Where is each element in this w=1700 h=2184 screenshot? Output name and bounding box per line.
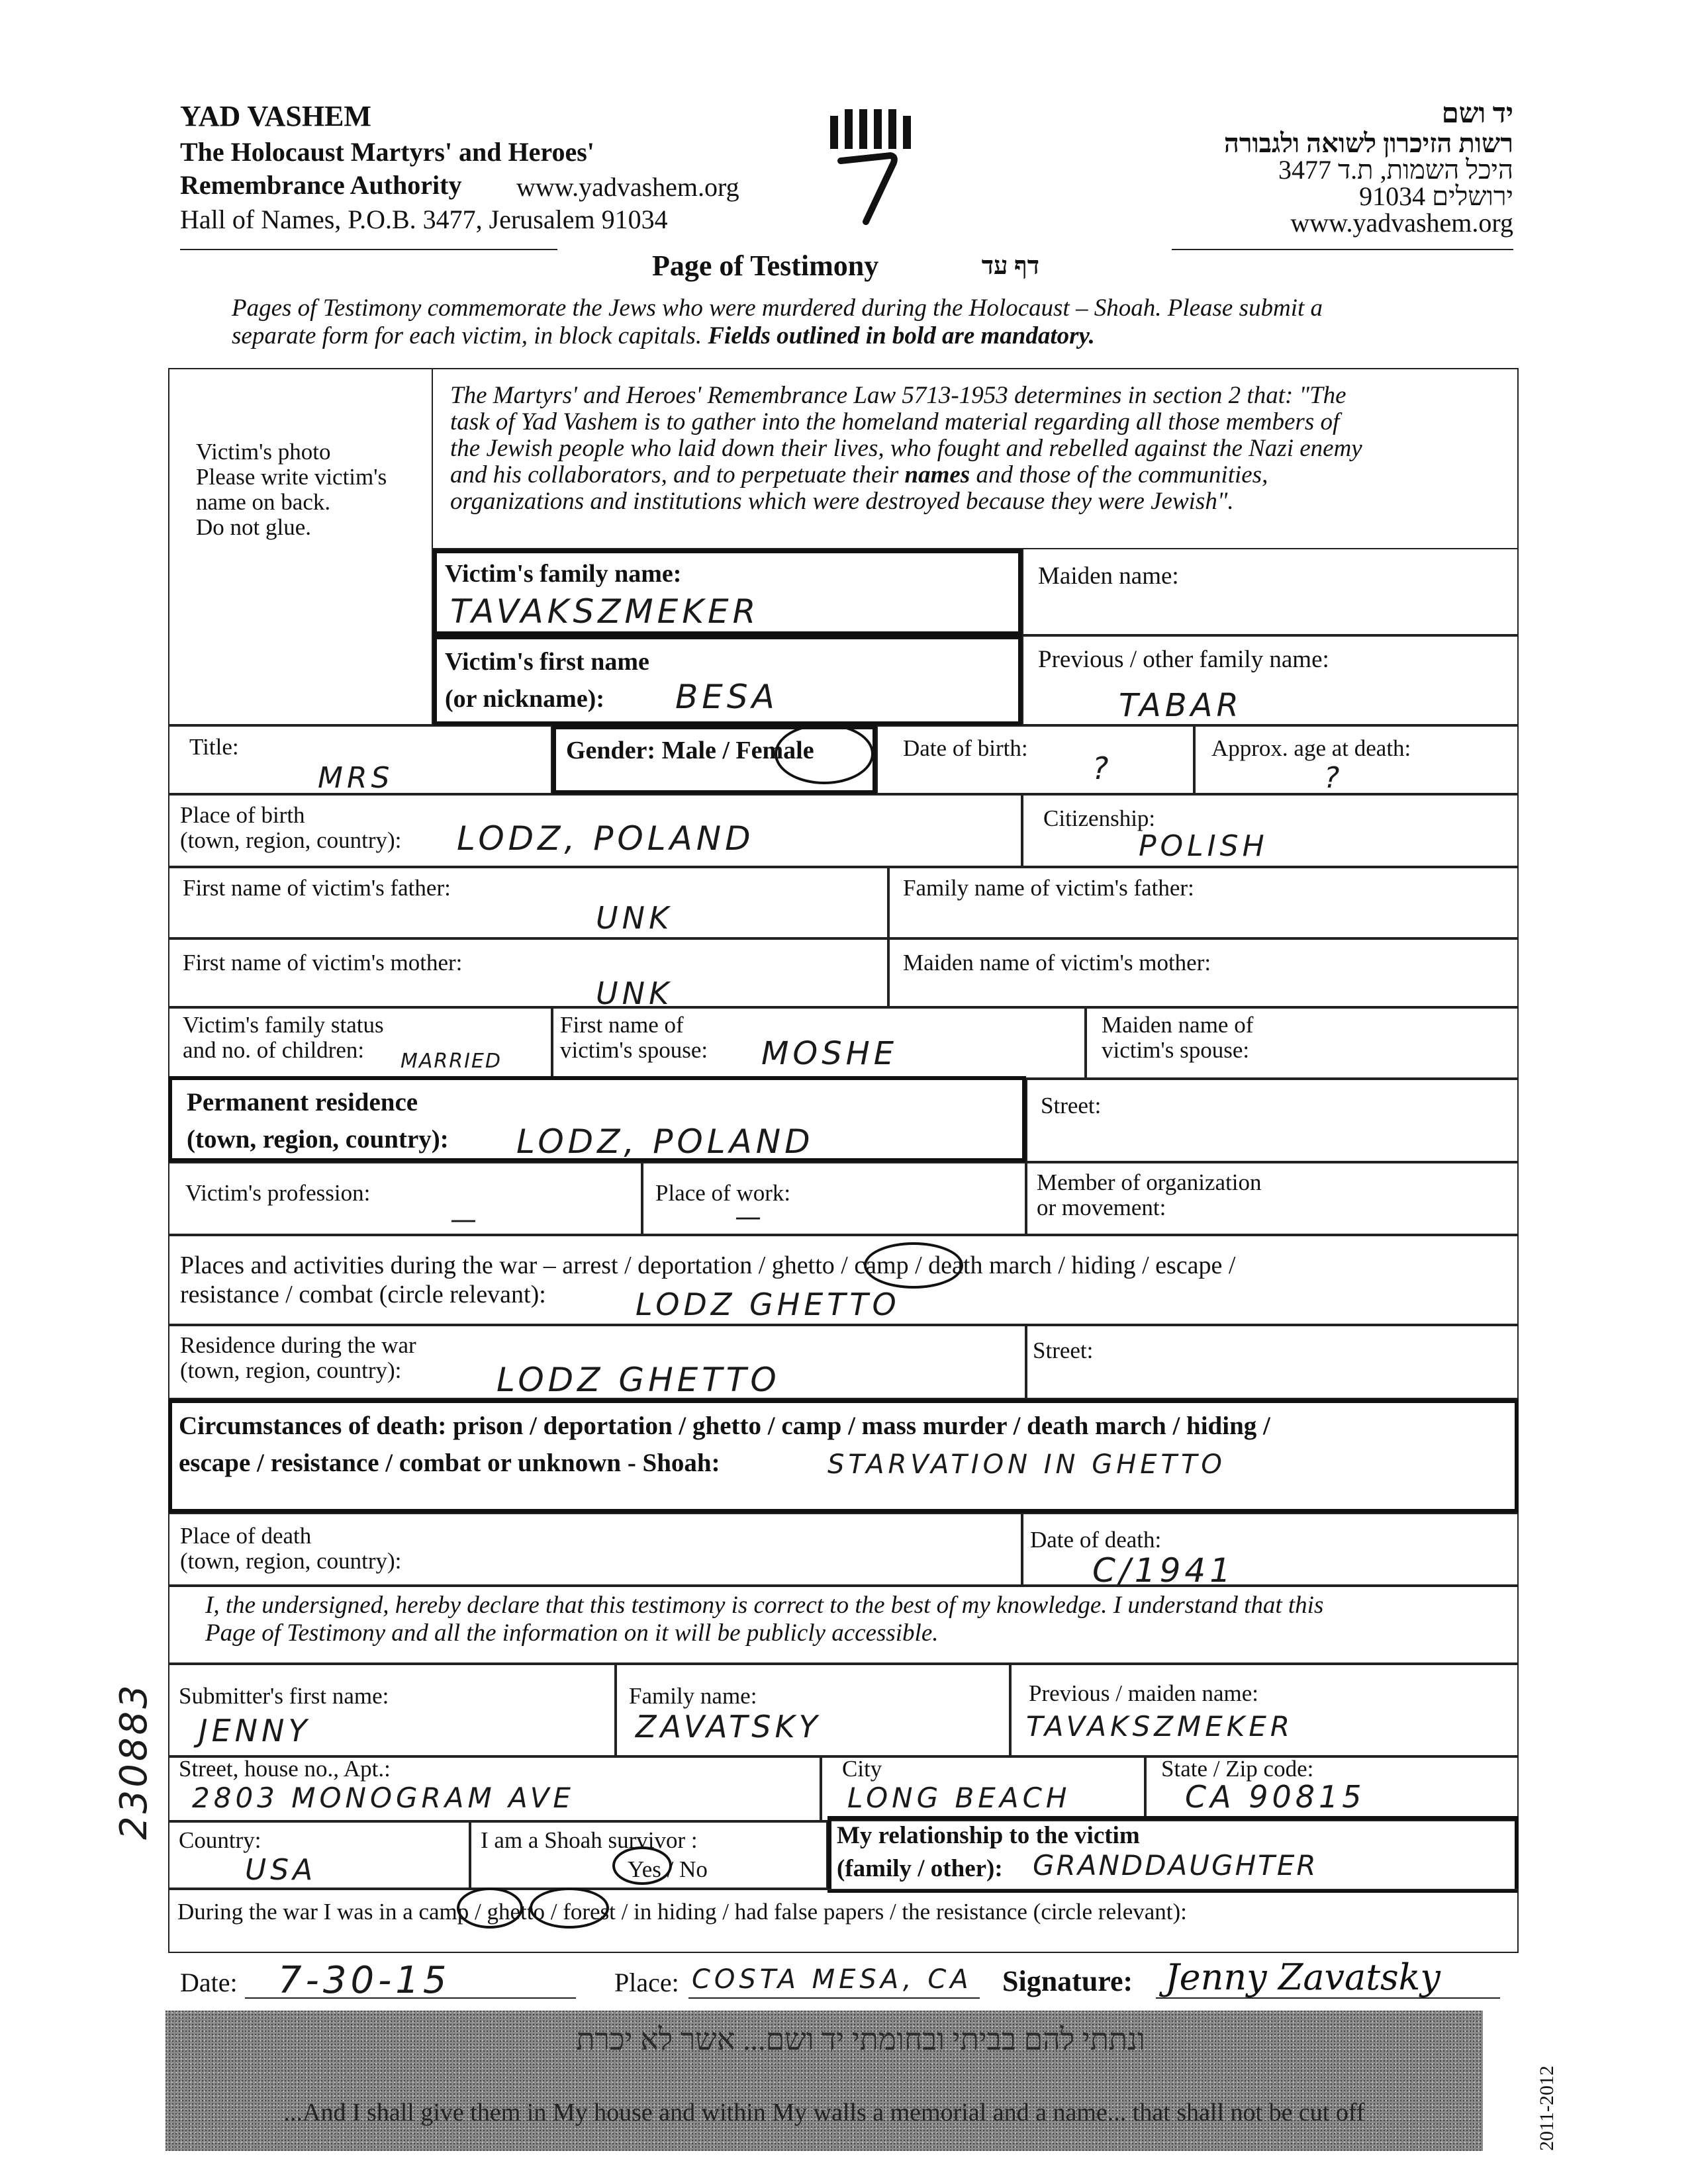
signature-value[interactable]: Jenny Zavatsky [1165, 1956, 1440, 1998]
address-line: Hall of Names, P.O.B. 3477, Jerusalem 91034 [180, 205, 668, 234]
org-title: YAD VASHEM [180, 100, 371, 132]
maiden-name-label: Maiden name: [1038, 563, 1179, 590]
circumstances-label-1: Circumstances of death: prison / deportation / ghetto / camp / mass murder / death march / hiding / [179, 1412, 1270, 1440]
date-of-death-value: C/1941 [1092, 1551, 1235, 1590]
family-status-label-1: Victim's family status [183, 1012, 384, 1038]
family-status-label-2: and no. of children: [183, 1037, 365, 1063]
father-family-name-label: Family name of victim's father: [903, 875, 1194, 901]
family-status-value: MARRIED [401, 1050, 502, 1073]
website-left[interactable]: www.yadvashem.org [516, 172, 739, 202]
place-of-birth-label-1: Place of birth [180, 802, 305, 828]
law-line-4 [450, 462, 1503, 488]
profession-label: Victim's profession: [185, 1180, 371, 1206]
citizenship-value: POLISH [1139, 829, 1268, 863]
permanent-residence-label-1: Permanent residence [187, 1088, 418, 1116]
date-of-death-label: Date of death: [1030, 1527, 1162, 1553]
victim-first-name-label-2: (or nickname): [445, 685, 604, 713]
circumstances-label-2: escape / resistance / combat or unknown - Shoah: [179, 1449, 720, 1477]
war-residence-label-2: (town, region, country): [180, 1357, 402, 1383]
photo-note-3: name on back. [196, 489, 331, 515]
submitter-previous-name-value: TAVAKSZMEKER [1026, 1710, 1294, 1743]
photo-note-1: Victim's photo [196, 439, 331, 465]
intro-line-2 [232, 322, 1095, 350]
submitter-country-label: Country: [179, 1827, 261, 1853]
residence-street-field[interactable] [1026, 1079, 1519, 1162]
place-value: COSTA MESA, CA [692, 1964, 972, 1995]
footer-english-quote: ...And I shall give them in My house and within My walls a memorial and a name... that shall not be cut off [283, 2099, 1365, 2126]
father-first-name-value: UNK [596, 900, 673, 936]
submitter-country-value: USA [245, 1853, 317, 1887]
law-line-1: The Martyrs' and Heroes' Remembrance Law 5713-1953 determines in section 2 that: "The [450, 382, 1346, 409]
hebrew-title: יד ושם [1441, 99, 1513, 129]
place-of-work-value: — [735, 1202, 765, 1232]
submitter-previous-name-label: Previous / maiden name: [1029, 1680, 1259, 1706]
submitter-family-name-value: ZAVATSKY [636, 1709, 822, 1745]
war-residence-value: LODZ GHETTO [496, 1361, 780, 1399]
age-at-death-value: ? [1324, 761, 1344, 795]
submitter-state-zip-value: CA 90815 [1185, 1779, 1366, 1815]
spouse-first-name-label-2: victim's spouse: [560, 1037, 708, 1063]
previous-family-name-label: Previous / other family name: [1038, 646, 1329, 673]
intro-line-2-text: separate form for each victim, in block capitals. [232, 322, 708, 349]
shoah-survivor-label: I am a Shoah survivor : [481, 1827, 698, 1853]
submitter-city-label: City [842, 1756, 882, 1782]
place-label: Place: [614, 1968, 679, 1997]
profession-value: — [450, 1205, 481, 1235]
circumstances-value: STARVATION IN GHETTO [827, 1449, 1226, 1480]
camp-circle [457, 1888, 523, 1929]
victim-first-name-value: BESA [675, 678, 779, 716]
hebrew-line-2: רשות הזיכרון לשואה ולגבורה [1223, 128, 1513, 158]
place-of-work-label: Place of work: [655, 1180, 791, 1206]
header-rule-left [180, 249, 557, 250]
law-text [450, 383, 1503, 515]
war-places-value: LODZ GHETTO [636, 1287, 900, 1322]
mother-first-name-label: First name of victim's mother: [183, 950, 463, 976]
submitter-first-name-label: Submitter's first name: [179, 1683, 389, 1709]
war-places-label-2: resistance / combat (circle relevant): [180, 1281, 546, 1308]
law-names-emphasis: names [904, 461, 970, 488]
date-label: Date: [180, 1968, 238, 1997]
footer-hebrew-quote: ונתתי להם בביתי ובחומתי יד ושם... אשר לא יכרת [576, 2023, 1145, 2056]
mother-maiden-name-label: Maiden name of victim's mother: [903, 950, 1211, 976]
hebrew-line-4: ירושלים 91034 [1359, 181, 1513, 211]
org-line-3: Remembrance Authority [180, 170, 462, 200]
relationship-value: GRANDDAUGHTER [1033, 1849, 1318, 1882]
date-of-birth-label: Date of birth: [903, 735, 1028, 761]
page-title-hebrew: דף עד [981, 252, 1039, 280]
title-value: MRS [318, 761, 394, 795]
photo-box[interactable] [168, 368, 433, 725]
gender-female-circle [775, 723, 874, 784]
member-organization-label-1: Member of organization [1037, 1169, 1262, 1195]
law-line-2: task of Yad Vashem is to gather into the homeland material regarding all those members of [450, 408, 1340, 435]
intro-line-1: Pages of Testimony commemorate the Jews who were murdered during the Holocaust – Shoah. Please submit a [232, 295, 1323, 322]
submitter-street-value: 2803 MONOGRAM AVE [192, 1782, 575, 1814]
citizenship-label: Citizenship: [1043, 805, 1156, 831]
submitter-first-name-value: JENNY [199, 1713, 311, 1749]
submitter-street-label: Street, house no., Apt.: [179, 1756, 391, 1782]
mother-first-name-value: UNK [596, 976, 673, 1011]
website-right[interactable]: www.yadvashem.org [1290, 208, 1513, 238]
title-label: Title: [189, 734, 239, 760]
victim-family-name-label: Victim's family name: [445, 560, 682, 588]
permanent-residence-label-2: (town, region, country): [187, 1125, 449, 1154]
intro-mandatory-note: Fields outlined in bold are mandatory. [708, 322, 1095, 349]
side-record-number: 230883 [113, 1682, 156, 1840]
gender-label: Gender: Male / Female [566, 737, 814, 764]
place-of-death-label-2: (town, region, country): [180, 1548, 402, 1574]
spouse-maiden-name-label-1: Maiden name of [1102, 1012, 1254, 1038]
law-line-5: organizations and institutions which were destroyed because they were Jewish". [450, 488, 1234, 515]
signature-label: Signature: [1002, 1965, 1133, 1997]
ghetto-circle [864, 1242, 963, 1289]
law-line-3: the Jewish people who laid down their lives, who fought and rebelled against the Nazi enemy [450, 435, 1362, 462]
previous-family-name-value: TABAR [1119, 687, 1243, 724]
war-residence-label-1: Residence during the war [180, 1332, 416, 1358]
victim-first-name-label-1: Victim's first name [445, 648, 649, 676]
form-version-code: 2011-2012 [1536, 2066, 1558, 2151]
relationship-label-1: My relationship to the victim [837, 1822, 1140, 1849]
photo-note-4: Do not glue. [196, 514, 312, 540]
submitter-war-location-label: During the war I was in a camp / ghetto / forest / in hiding / had false papers / the resistance (circle relevant): [177, 1899, 1187, 1925]
ghetto-circle-submitter [530, 1888, 609, 1929]
place-of-birth-label-2: (town, region, country): [180, 827, 402, 853]
declaration-line-2: Page of Testimony and all the information on it will be publicly accessible. [205, 1619, 939, 1647]
date-value: 7-30-15 [278, 1959, 451, 2002]
shoah-survivor-options[interactable]: Yes / No [628, 1856, 708, 1882]
war-street-label: Street: [1033, 1338, 1094, 1363]
place-of-birth-value: LODZ, POLAND [457, 819, 755, 858]
date-of-birth-value: ? [1092, 751, 1113, 786]
member-organization-label-2: or movement: [1037, 1195, 1166, 1220]
page-title: Page of Testimony [652, 250, 879, 282]
law-line-4c: and those of the communities, [970, 461, 1268, 488]
law-line-4a: and his collaborators, and to perpetuate their [450, 461, 905, 488]
submitter-state-zip-label: State / Zip code: [1161, 1756, 1314, 1782]
header-rule-right [1172, 249, 1513, 250]
yad-vashem-logo [827, 109, 914, 228]
survivor-yes-circle [612, 1846, 672, 1885]
hebrew-line-3: היכל השמות, ת.ד 3477 [1278, 155, 1513, 185]
victim-family-name-value: TAVAKSZMEKER [450, 592, 760, 631]
photo-note-2: Please write victim's [196, 464, 387, 490]
submitter-city-value: LONG BEACH [847, 1782, 1071, 1814]
age-at-death-label: Approx. age at death: [1211, 735, 1411, 761]
submitter-family-name-label: Family name: [629, 1683, 757, 1709]
declaration-line-1: I, the undersigned, hereby declare that this testimony is correct to the best of my knowledge. I understand that this [205, 1592, 1324, 1619]
place-of-death-label-1: Place of death [180, 1523, 312, 1549]
org-line-2: The Holocaust Martyrs' and Heroes' [180, 137, 594, 167]
relationship-label-2: (family / other): [837, 1855, 1003, 1882]
war-places-label-1: Places and activities during the war – arrest / deportation / ghetto / camp / death march / hiding / escape / [180, 1251, 1236, 1279]
residence-street-label: Street: [1041, 1093, 1102, 1118]
spouse-first-name-label-1: First name of [560, 1012, 684, 1038]
permanent-residence-value: LODZ, POLAND [516, 1122, 814, 1161]
spouse-first-name-value: MOSHE [761, 1035, 898, 1072]
place-underline [688, 1997, 980, 1999]
father-first-name-label: First name of victim's father: [183, 875, 451, 901]
spouse-maiden-name-label-2: victim's spouse: [1102, 1037, 1250, 1063]
war-street-field[interactable] [1026, 1325, 1519, 1399]
maiden-name-field[interactable] [1022, 548, 1519, 635]
